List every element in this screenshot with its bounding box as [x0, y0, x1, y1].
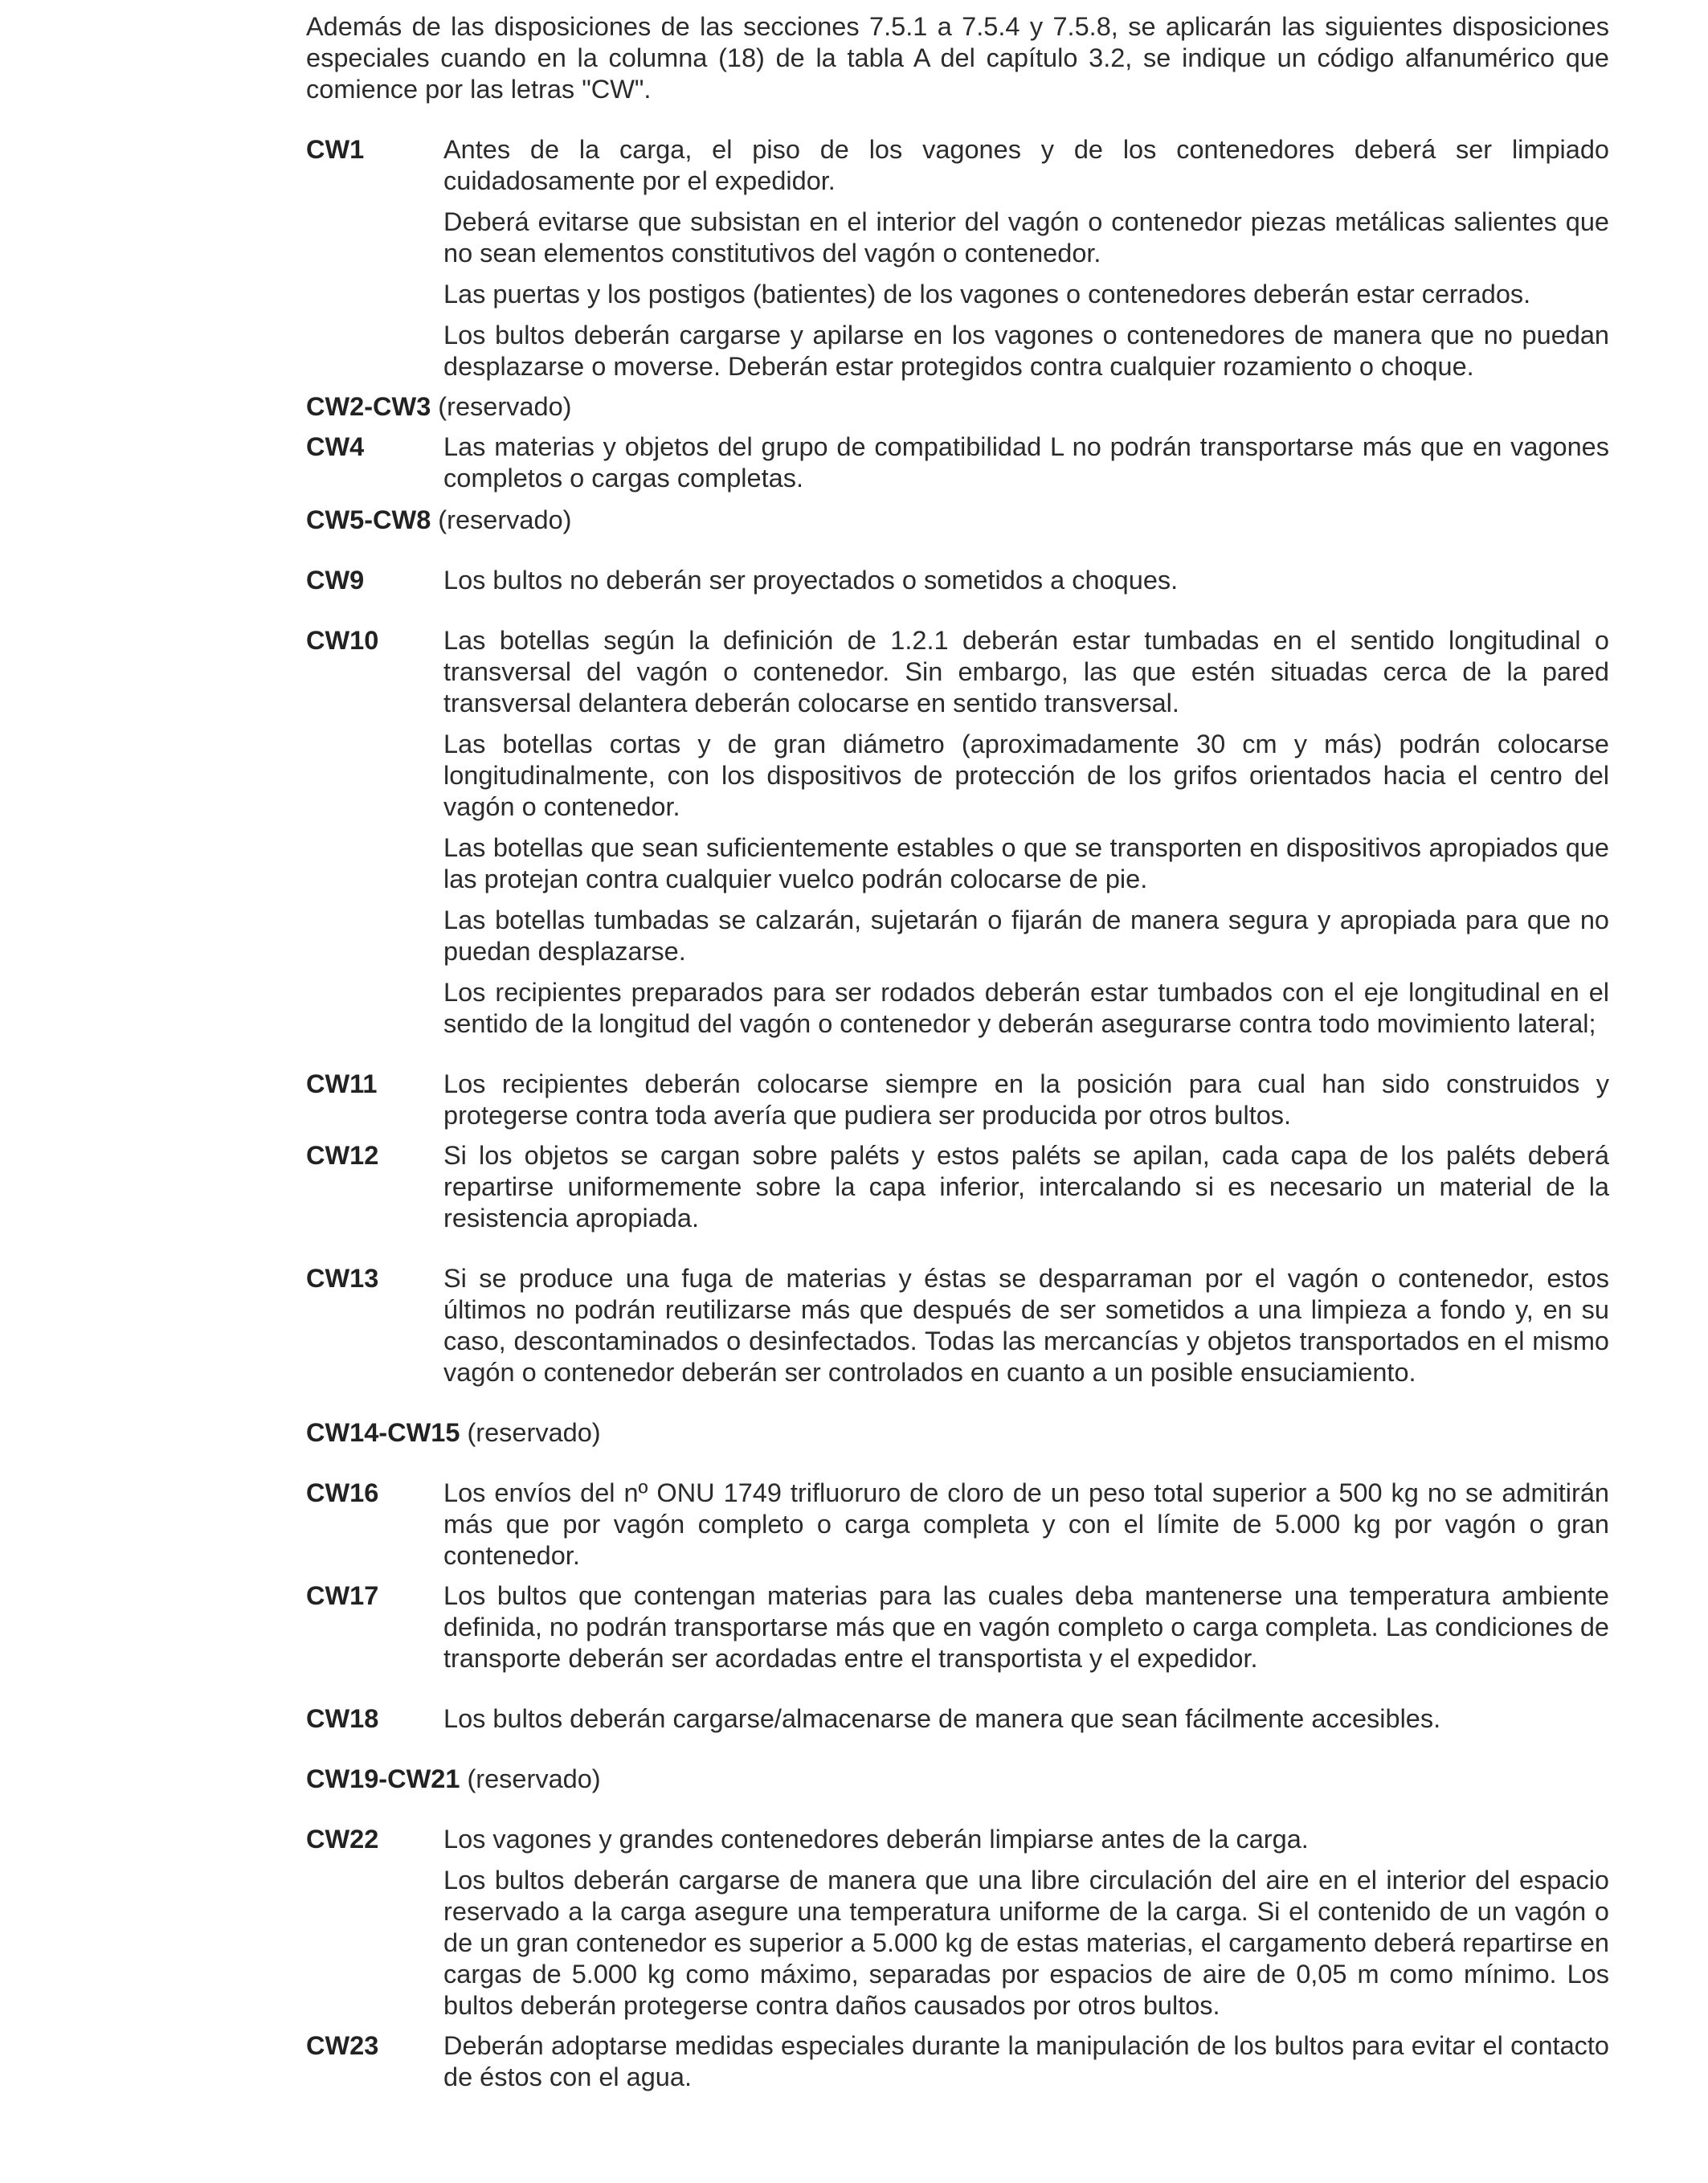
provision-paragraph: Antes de la carga, el piso de los vagones y de los contenedores deberá ser limpiado cuidadosamente por el expedidor. — [443, 135, 1609, 195]
provision-paragraph: Si se produce una fuga de materias y éstas se desparraman por el vagón o contenedor, estos últimos no podrán reutilizarse más que después de ser sometidos a una limpieza a fondo y, en su caso, descontaminados o desinfectados. Todas las mercancías y objetos transportados en el mismo vagón o contenedor deberán ser controlados en cuanto a un posible ensuciamiento. — [443, 1264, 1609, 1387]
provision-cw11 — [306, 1069, 1609, 1131]
provision-code: CW1 — [306, 135, 365, 164]
provision-body — [443, 134, 1609, 382]
provision-paragraph: Las puertas y los postigos (batientes) de los vagones o contenedores deberán estar cerrados. — [443, 280, 1531, 309]
provision-cw17 — [306, 1580, 1609, 1674]
provision-cw18 — [306, 1703, 1609, 1735]
provision-paragraph: Las materias y objetos del grupo de compatibilidad L no podrán transportarse más que en vagones completos o cargas completas. — [443, 432, 1609, 493]
provision-paragraph: Si los objetos se cargan sobre paléts y estos paléts se apilan, cada capa de los paléts deberá repartirse uniformemente sobre la capa inferior, intercalando si es necesario un material de la resistencia apropiada. — [443, 1141, 1609, 1233]
provision-body — [443, 1580, 1609, 1674]
provision-body — [443, 2030, 1609, 2093]
provision-cw23 — [306, 2030, 1609, 2093]
provision-paragraph: Los bultos deberán cargarse y apilarse en los vagones o contenedores de manera que no puedan desplazarse o moverse. Deberán estar protegidos contra cualquier rozamiento o choque. — [443, 321, 1609, 381]
provision-cw4 — [306, 431, 1609, 494]
provision-paragraph: Deberán adoptarse medidas especiales durante la manipulación de los bultos para evitar el contacto de éstos con el agua. — [443, 2031, 1609, 2091]
provision-paragraph: Los bultos deberán cargarse/almacenarse de manera que sean fácilmente accesibles. — [443, 1704, 1441, 1733]
provision-cw10 — [306, 625, 1609, 1040]
provision-code: CW16 — [306, 1478, 379, 1507]
provision-body — [443, 1263, 1609, 1388]
provision-cw1 — [306, 134, 1609, 382]
provision-body — [443, 431, 1609, 494]
provision-paragraph: Las botellas según la definición de 1.2.1 deberán estar tumbadas en el sentido longitudinal o transversal del vagón o contenedor. Sin embargo, las que estén situadas cerca de la pared transversal delantera deberán colocarse en sentido transversal. — [443, 626, 1609, 717]
provision-paragraph: Los envíos del nº ONU 1749 trifluoruro de cloro de un peso total superior a 500 kg no se admitirán más que por vagón completo o carga completa y con el límite de 5.000 kg por vagón o gran contenedor. — [443, 1478, 1609, 1570]
provision-cw9 — [306, 565, 1609, 596]
provision-code: CW17 — [306, 1581, 379, 1610]
provision-code: CW22 — [306, 1825, 379, 1854]
provision-code: CW4 — [306, 432, 365, 461]
provision-body — [443, 1140, 1609, 1234]
provision-body — [443, 1478, 1609, 1572]
provision-cw2-cw3 — [306, 391, 1609, 423]
provision-code: CW14-CW15 — [306, 1418, 468, 1447]
provision-code: CW12 — [306, 1141, 379, 1170]
provision-code: CW19-CW21 — [306, 1764, 468, 1793]
provision-cw14-cw15 — [306, 1417, 1609, 1449]
intro-paragraph: Además de las disposiciones de las secciones 7.5.1 a 7.5.4 y 7.5.8, se aplicarán las siguientes disposiciones especiales cuando en la columna (18) de la tabla A del capítulo 3.2, se indique un código alfanumérico que comience por las letras "CW". — [306, 12, 1609, 104]
provision-paragraph: Los recipientes deberán colocarse siempre en la posición para cual han sido construidos y protegerse contra toda avería que pudiera ser producida por otros bultos. — [443, 1069, 1609, 1130]
provision-paragraph: Los recipientes preparados para ser rodados deberán estar tumbados con el eje longitudinal en el sentido de la longitud del vagón o contenedor y deberán asegurarse contra todo movimiento lateral; — [443, 978, 1609, 1038]
provision-paragraph: Los vagones y grandes contenedores deberán limpiarse antes de la carga. — [443, 1825, 1309, 1854]
provision-code: CW23 — [306, 2031, 379, 2060]
provision-code: CW2-CW3 — [306, 392, 439, 421]
provision-body — [443, 625, 1609, 1040]
provision-code: CW10 — [306, 626, 379, 655]
provision-code: CW9 — [306, 566, 365, 595]
provision-code: CW5-CW8 — [306, 505, 439, 534]
document-page — [306, 11, 1609, 2093]
provision-body — [443, 565, 1609, 596]
provision-paragraph: Los bultos que contengan materias para las cuales deba mantenerse una temperatura ambiente definida, no podrán transportarse más que en vagón completo o carga completa. Las condiciones de transporte deberán ser acordadas entre el transportista y el expedidor. — [443, 1581, 1609, 1673]
provision-cw22 — [306, 1824, 1609, 2022]
provision-paragraph: Las botellas que sean suficientemente estables o que se transporten en dispositivos apropiados que las protejan contra cualquier vuelco podrán colocarse de pie. — [443, 833, 1609, 893]
provision-paragraph: Deberá evitarse que subsistan en el interior del vagón o contenedor piezas metálicas salientes que no sean elementos constitutivos del vagón o contenedor. — [443, 207, 1609, 268]
provision-cw13 — [306, 1263, 1609, 1388]
provision-body — [443, 1069, 1609, 1131]
reserved-label: (reservado) — [467, 1764, 601, 1793]
reserved-label: (reservado) — [438, 505, 572, 534]
reserved-label: (reservado) — [467, 1418, 601, 1447]
provision-paragraph: Las botellas tumbadas se calzarán, sujetarán o fijarán de manera segura y apropiada para que no puedan desplazarse. — [443, 905, 1609, 966]
reserved-label: (reservado) — [438, 392, 572, 421]
provision-code: CW11 — [306, 1069, 378, 1098]
provision-paragraph: Los bultos no deberán ser proyectados o sometidos a choques. — [443, 566, 1179, 595]
provision-cw5-cw8 — [306, 505, 1609, 536]
provision-body — [443, 1824, 1609, 2022]
provision-paragraph: Las botellas cortas y de gran diámetro (aproximadamente 30 cm y más) podrán colocarse longitudinalmente, con los dispositivos de protección de los grifos orientados hacia el centro del vagón o contenedor. — [443, 730, 1609, 821]
provision-paragraph: Los bultos deberán cargarse de manera que una libre circulación del aire en el interior del espacio reservado a la carga asegure una temperatura uniforme de la carga. Si el contenido de un vagón o de un gran contenedor es superior a 5.000 kg de estas materias, el cargamento deberá repartirse en cargas de 5.000 kg como máximo, separadas por espacios de aire de 0,05 m como mínimo. Los bultos deberán protegerse contra daños causados por otros bultos. — [443, 1866, 1609, 2020]
provision-body — [443, 1703, 1609, 1735]
provision-cw19-cw21 — [306, 1764, 1609, 1795]
provision-cw12 — [306, 1140, 1609, 1234]
provision-code: CW18 — [306, 1704, 379, 1733]
provision-code: CW13 — [306, 1264, 379, 1293]
provision-cw16 — [306, 1478, 1609, 1572]
